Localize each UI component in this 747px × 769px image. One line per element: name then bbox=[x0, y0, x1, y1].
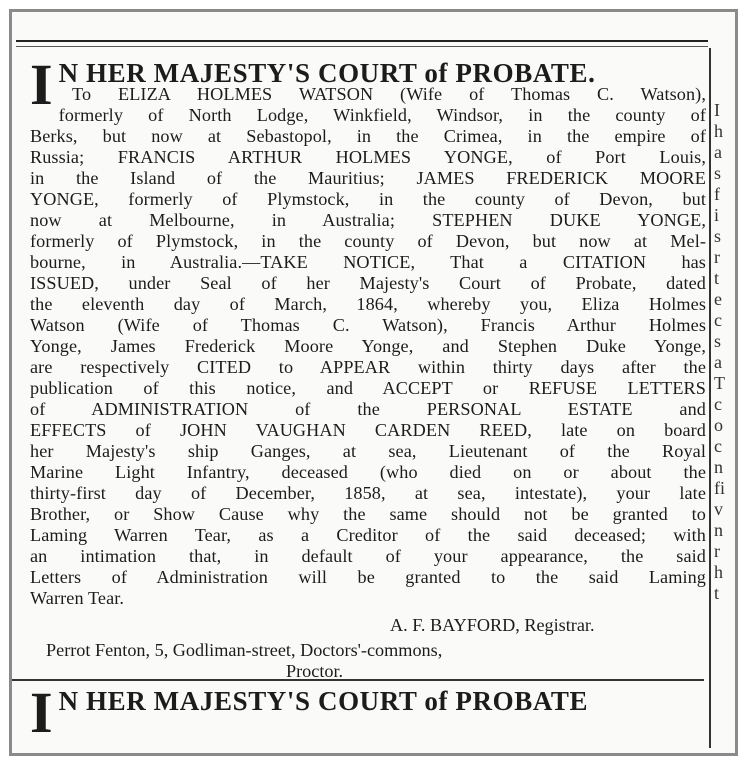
notice-line: Yonge, James Frederick Moore Yonge, and Stephen Duke Yonge, bbox=[30, 336, 706, 356]
margin-letter: i bbox=[714, 205, 720, 225]
margin-letter: h bbox=[714, 121, 723, 141]
top-rule bbox=[16, 40, 708, 47]
drop-cap: I bbox=[30, 52, 53, 117]
notice-line: Watson (Wife of Thomas C. Watson), Francis Arthur Holmes bbox=[30, 315, 706, 335]
margin-letter: e bbox=[714, 289, 722, 309]
margin-letter: f bbox=[714, 184, 720, 204]
margin-letter: r bbox=[714, 247, 720, 267]
notice-line: Warren Tear. bbox=[30, 588, 125, 608]
registrar-signature: A. F. BAYFORD, Registrar. bbox=[390, 615, 595, 635]
notice-line: To ELIZA HOLMES WATSON (Wife of Thomas C. Watson), bbox=[72, 84, 706, 104]
margin-letter: v bbox=[714, 499, 723, 519]
notice-headline: N HER MAJESTY'S COURT of PROBATE bbox=[58, 686, 589, 716]
notice-line: thirty-first day of December, 1858, at sea, intestate), your late bbox=[30, 483, 706, 503]
margin-letter: I bbox=[714, 100, 720, 120]
margin-letter: n bbox=[714, 457, 723, 477]
margin-letter: s bbox=[714, 226, 722, 246]
notice-separator bbox=[12, 679, 704, 684]
notice-line: formerly of North Lodge, Winkfield, Windsor, in the county of bbox=[58, 105, 706, 125]
margin-letter: c bbox=[714, 310, 722, 330]
notice-line: an intimation that, in default of your appearance, the said bbox=[30, 546, 706, 566]
margin-letter: T bbox=[714, 373, 725, 393]
proctor-title: Proctor. bbox=[286, 661, 344, 681]
column-divider bbox=[709, 48, 711, 748]
notice-line: Letters of Administration will be granted to the said Laming bbox=[30, 567, 706, 587]
margin-letter: t bbox=[714, 268, 720, 288]
notice-line: Russia; FRANCIS ARTHUR HOLMES YONGE, of Port Louis, bbox=[30, 147, 706, 167]
margin-letter: s bbox=[714, 163, 722, 183]
margin-letter: r bbox=[714, 541, 720, 561]
margin-letter: c bbox=[714, 436, 722, 456]
margin-letter: fi bbox=[714, 478, 725, 498]
margin-letter: s bbox=[714, 331, 722, 351]
drop-cap: I bbox=[30, 680, 53, 745]
notice-line: are respectively CITED to APPEAR within thirty days after the bbox=[30, 357, 706, 377]
notice-line: EFFECTS of JOHN VAUGHAN CARDEN REED, late on board bbox=[30, 420, 706, 440]
margin-letter: n bbox=[714, 520, 723, 540]
notice-line: bourne, in Australia.—TAKE NOTICE, That a CITATION has bbox=[30, 252, 706, 272]
notice-line: of ADMINISTRATION of the PERSONAL ESTATE and bbox=[30, 399, 706, 419]
margin-letter: c bbox=[714, 394, 722, 414]
notice-line: the eleventh day of March, 1864, whereby you, Eliza Holmes bbox=[30, 294, 706, 314]
margin-letter: a bbox=[714, 352, 722, 372]
next-notice-heading bbox=[30, 680, 706, 745]
notice-line: Brother, or Show Cause why the same should not be granted to bbox=[30, 504, 706, 524]
notice-line: Laming Warren Tear, as a Creditor of the said deceased; with bbox=[30, 525, 706, 545]
notice-line: Marine Light Infantry, deceased (who died on or about the bbox=[30, 462, 706, 482]
notice-line: in the Island of the Mauritius; JAMES FREDERICK MOORE bbox=[30, 168, 706, 188]
notice-line: her Majesty's ship Ganges, at sea, Lieutenant of the Royal bbox=[30, 441, 706, 461]
margin-letter: a bbox=[714, 142, 722, 162]
notice-line: now at Melbourne, in Australia; STEPHEN DUKE YONGE, bbox=[30, 210, 706, 230]
notice-line: ISSUED, under Seal of her Majesty's Court of Probate, dated bbox=[30, 273, 706, 293]
notice-body bbox=[30, 84, 706, 609]
notice-headline: N HER MAJESTY'S COURT of PROBATE. bbox=[58, 58, 596, 88]
adjacent-column-fragment bbox=[714, 100, 732, 604]
margin-letter: o bbox=[714, 415, 723, 435]
probate-notice bbox=[30, 52, 706, 682]
margin-letter: t bbox=[714, 583, 720, 603]
notice-line: YONGE, formerly of Plymstock, in the county of Devon, but bbox=[30, 189, 706, 209]
clipping-frame bbox=[9, 9, 738, 756]
margin-letter: h bbox=[714, 562, 723, 582]
notice-line: publication of this notice, and ACCEPT or REFUSE LETTERS bbox=[30, 378, 706, 398]
proctor-address: Perrot Fenton, 5, Godliman-street, Doctors'-commons, bbox=[46, 640, 443, 660]
notice-line: formerly of Plymstock, in the county of Devon, but now at Mel- bbox=[30, 231, 706, 251]
notice-line: Berks, but now at Sebastopol, in the Crimea, in the empire of bbox=[30, 126, 706, 146]
